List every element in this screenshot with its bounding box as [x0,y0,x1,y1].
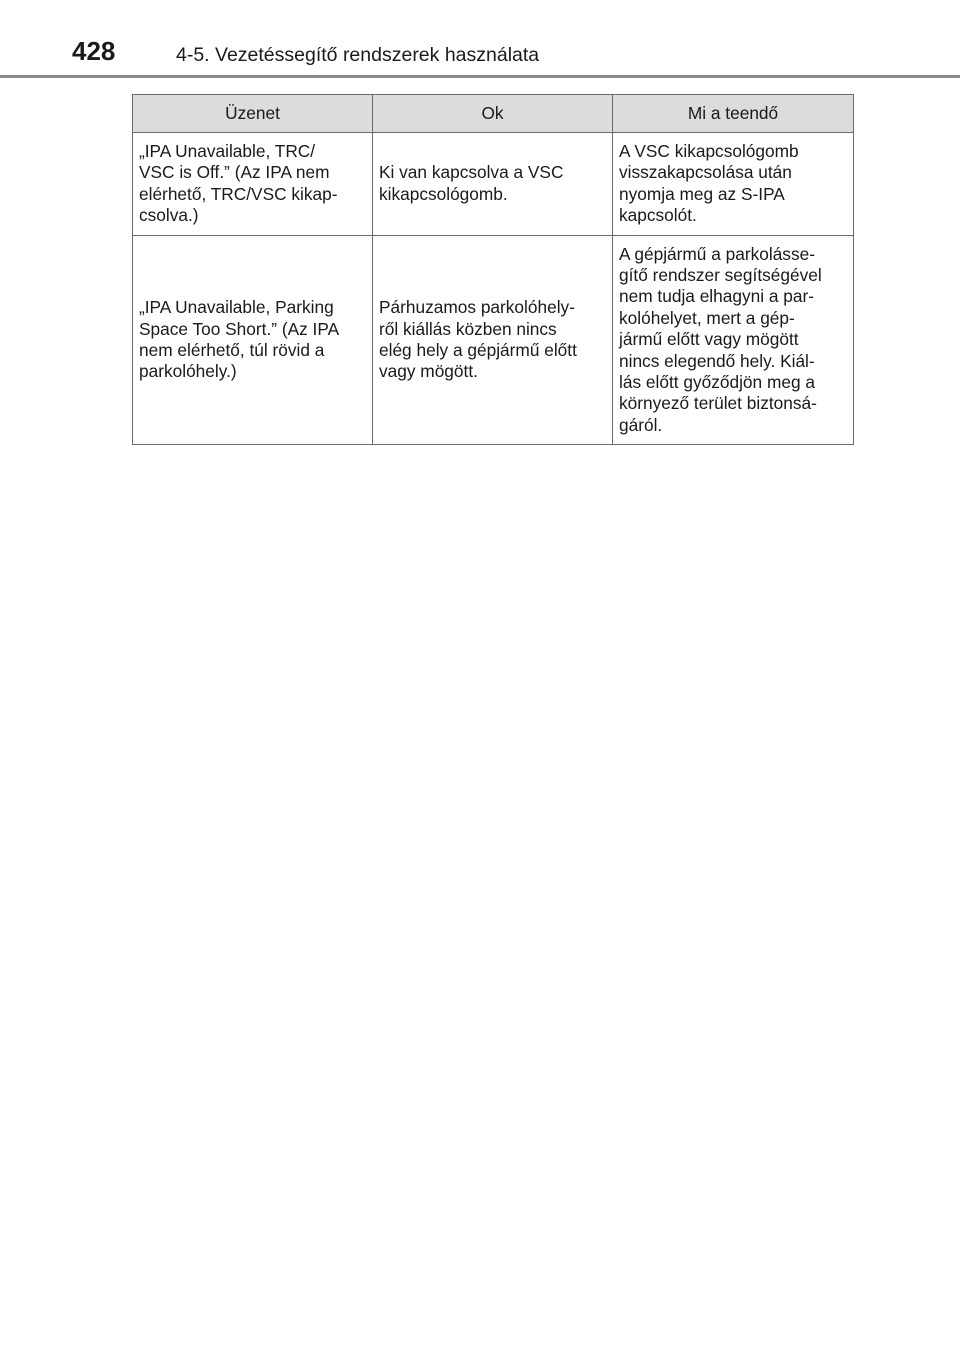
cause-cell: Ki van kapcsolva a VSC kikapcsológomb. [373,133,613,236]
table-row [133,133,854,236]
header-divider [0,75,960,78]
column-header-cause: Ok [373,95,613,133]
message-table [132,94,854,445]
section-title: 4-5. Vezetéssegítő rendszerek használata [176,44,540,66]
cause-cell: Párhuzamos parkolóhely- ről kiállás közben nincs elég hely a gépjármű előtt vagy mögött. [373,235,613,445]
message-cell: „IPA Unavailable, TRC/ VSC is Off.” (Az IPA nem elérhető, TRC/VSC kikap- csolva.) [133,133,373,236]
page-number: 428 [72,36,116,66]
message-cell: „IPA Unavailable, Parking Space Too Short.” (Az IPA nem elérhető, túl rövid a parkolóhely.) [133,235,373,445]
table-header-row [133,95,854,133]
action-cell: A gépjármű a parkolásse- gítő rendszer segítségével nem tudja elhagyni a par- kolóhelyet, mert a gép- jármű előtt vagy mögött nincs elegendő hely. Kiál- lás előtt győződjön meg a környező terület biztonsá- gáról. [613,235,854,445]
page-header [0,0,960,76]
column-header-action: Mi a teendő [613,95,854,133]
table-row [133,235,854,445]
action-cell: A VSC kikapcsológomb visszakapcsolása után nyomja meg az S-IPA kapcsolót. [613,133,854,236]
column-header-message: Üzenet [133,95,373,133]
